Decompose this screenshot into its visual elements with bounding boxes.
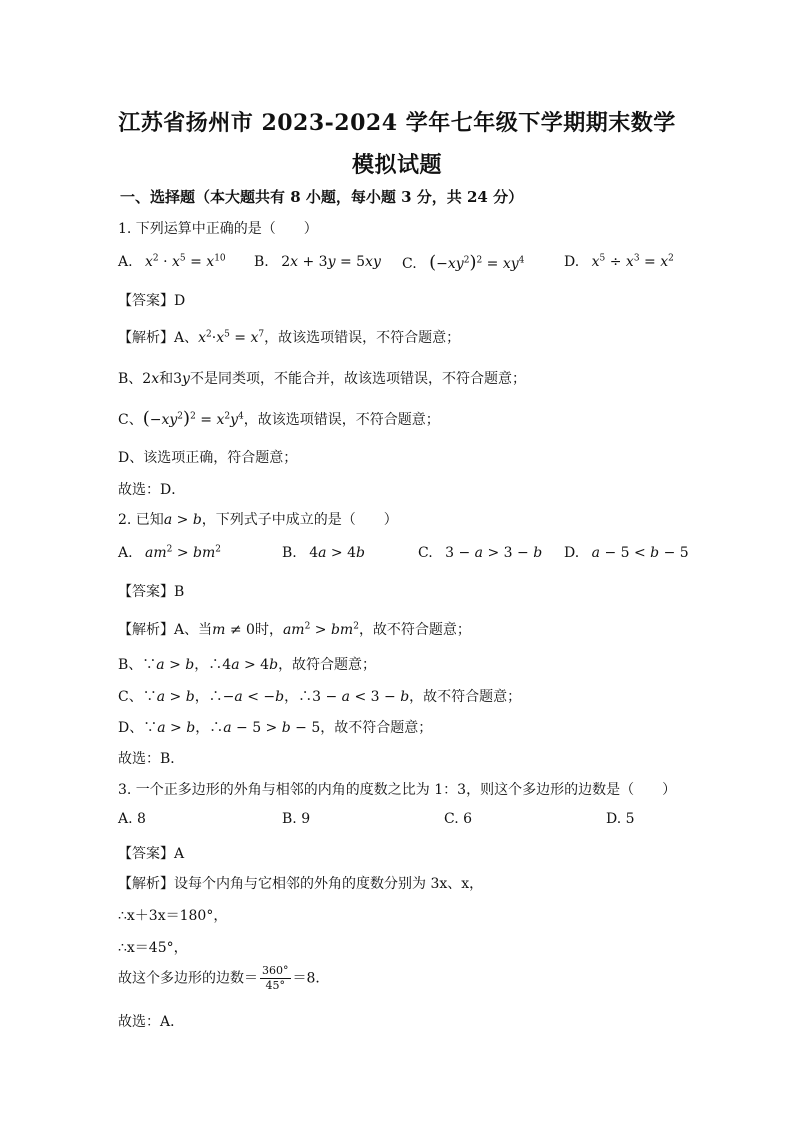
q1-option-a-label: A. — [118, 254, 133, 270]
q3-analysis: 【解析】设每个内角与它相邻的外角的度数分别为 3x、x， — [118, 876, 484, 892]
q2-option-b-label: B. — [282, 545, 297, 561]
q1-option-d-label: D. — [564, 254, 580, 270]
q1-option-b: B. 2x + 3y = 5xy — [254, 254, 381, 270]
q3-answer: 【答案】A — [118, 846, 185, 862]
q2-analysis-c: C、∵a > b，∴−a < −b，∴3 − a < 3 − b，故不符合题意； — [118, 689, 522, 705]
q3-option-c: C. 6 — [444, 811, 473, 827]
q3-conclusion: 故选：A． — [118, 1014, 185, 1030]
q1-analysis-d: D、该选项正确，符合题意； — [118, 450, 298, 466]
q1-option-d: D. $x^5 \div x^3 = x^2$ — [564, 253, 674, 270]
q2-analysis-b: B、∵a > b，∴4a > 4b，故符合题意； — [118, 657, 377, 673]
q1-option-b-label: B. — [254, 254, 269, 270]
q3-option-a: A. 8 — [118, 811, 146, 827]
q3-step-3: 故这个多边形的边数＝ $\frac{360^\circ}{45^\circ}$ ＝8． — [118, 964, 330, 992]
q3-option-d: D. 5 — [606, 811, 635, 827]
q1-option-c: C. $(-xy^2)^2 = xy^4$ — [402, 252, 525, 273]
q1-conclusion: 故选：D． — [118, 482, 186, 498]
doc-title-line-2: 模拟试题 — [351, 152, 442, 178]
q2-option-d: D. a − 5 < b − 5 — [564, 545, 689, 561]
q1-analysis-a: 【解析】A、$x^2\cdot x^5 = x^7$，故该选项错误，不符合题意； — [118, 329, 461, 346]
q2-stem: 2. 已知a > b，下列式子中成立的是（ ） — [118, 512, 398, 528]
q2-conclusion: 故选：B． — [118, 751, 185, 767]
section-heading: 一、选择题（本大题共有 8 小题，每小题 3 分，共 24 分） — [120, 188, 524, 206]
q2-answer: 【答案】B — [118, 584, 185, 600]
q2-option-b: B. 4a > 4b — [282, 545, 365, 561]
q3-step-1: ∴x＋3x＝180°， — [118, 908, 228, 924]
q3-step-2: ∴x＝45°， — [118, 940, 188, 956]
q2-option-d-label: D. — [564, 545, 580, 561]
q2-option-c: C. 3 − a > 3 − b — [418, 545, 543, 561]
q1-analysis-b: B、2x和3y不是同类项，不能合并，故该选项错误，不符合题意； — [118, 371, 526, 387]
doc-title-line-1: 江苏省扬州市 2023-2024 学年七年级下学期期末数学 — [118, 110, 676, 136]
q2-option-a: A. $am^2 > bm^2$ — [118, 544, 221, 561]
q1-option-c-label: C. — [402, 256, 417, 272]
q2-analysis-d: D、∵a > b，∴a − 5 > b − 5，故不符合题意； — [118, 720, 433, 736]
q3-fraction: $\frac{360^\circ}{45^\circ}$ — [262, 964, 289, 992]
q3-stem: 3. 一个正多边形的外角与相邻的内角的度数之比为 1：3，则这个多边形的边数是（ ） — [118, 782, 677, 798]
q1-answer: 【答案】D — [118, 293, 186, 309]
q1-analysis-c: C、$(-xy^2)^2 = x^2y^4$，故该选项错误，不符合题意； — [118, 408, 440, 429]
q2-option-c-label: C. — [418, 545, 433, 561]
q2-option-a-label: A. — [118, 545, 133, 561]
q3-option-b: B. 9 — [282, 811, 311, 827]
q2-analysis-a: 【解析】A、当m ≠ 0时，$am^2 > bm^2$，故不符合题意； — [118, 621, 471, 638]
q1-stem: 1. 下列运算中正确的是（ ） — [118, 221, 318, 237]
q1-option-a: A. $x^2 \cdot x^5 = x^{10}$ — [118, 253, 226, 270]
